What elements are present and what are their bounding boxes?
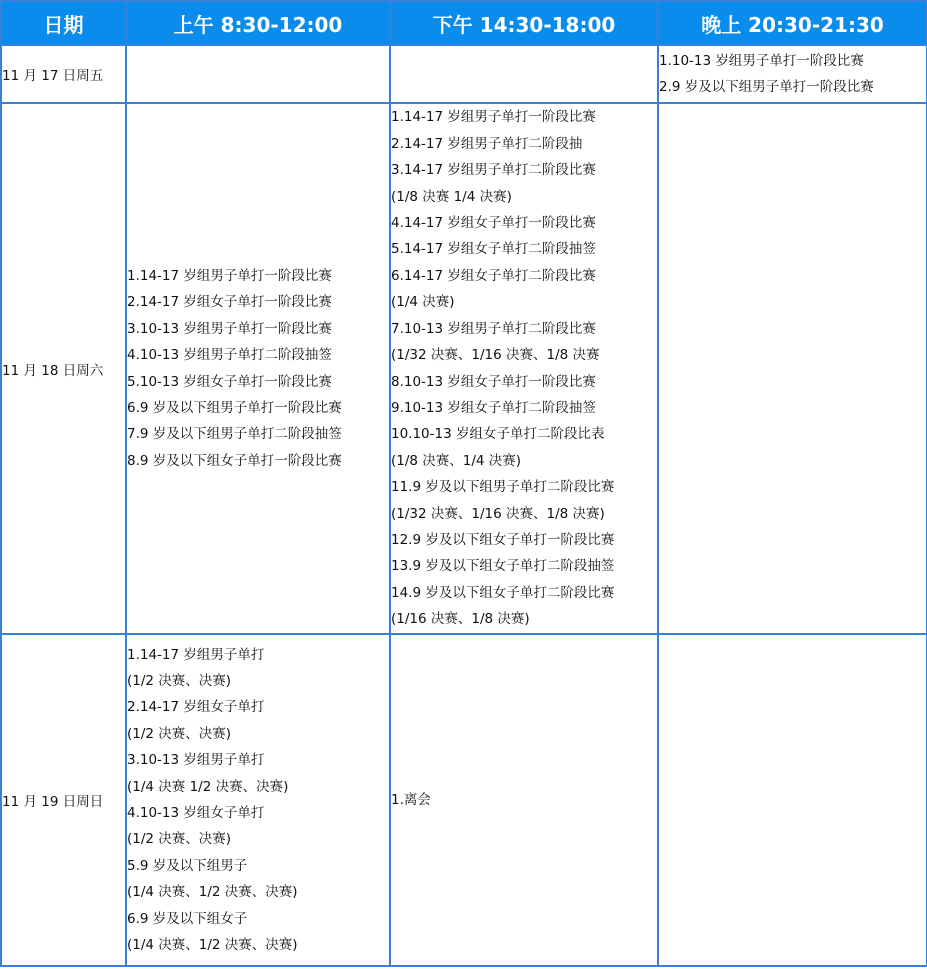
schedule-item: (1/2 决赛、决赛): [127, 725, 232, 742]
schedule-item: 6.9 岁及以下组女子: [127, 910, 248, 927]
morning-cell: [126, 45, 390, 103]
schedule-item: 2.14-17 岁组女子单打一阶段比赛: [127, 294, 332, 311]
table-row: [1, 634, 927, 966]
afternoon-cell: [390, 103, 658, 634]
schedule-item: 2.9 岁及以下组男子单打一阶段比赛: [659, 79, 874, 95]
evening-cell: [658, 634, 927, 966]
schedule-item: 14.9 岁及以下组女子单打二阶段比赛: [391, 584, 615, 601]
morning-cell: [126, 103, 390, 634]
header-morning: 上午 8:30-12:00: [126, 1, 390, 45]
schedule-item: 3.10-13 岁组男子单打: [127, 752, 265, 769]
header-row: [1, 1, 927, 45]
schedule-item: 11.9 岁及以下组男子单打二阶段比赛: [391, 479, 615, 496]
schedule-item: 3.14-17 岁组男子单打二阶段比赛: [391, 162, 596, 179]
schedule-item: (1/8 决赛 1/4 决赛): [391, 188, 512, 205]
schedule-item: 6.9 岁及以下组男子单打一阶段比赛: [127, 399, 342, 416]
schedule-item: 5.10-13 岁组女子单打一阶段比赛: [127, 373, 332, 390]
schedule-item: 1.14-17 岁组男子单打: [127, 646, 265, 663]
schedule-item: 1.离会: [391, 791, 431, 808]
evening-cell: [658, 103, 927, 634]
schedule-item: 7.9 岁及以下组男子单打二阶段抽签: [127, 426, 342, 443]
date-cell: 11 月 18 日周六: [1, 103, 126, 634]
schedule-item: 3.10-13 岁组男子单打一阶段比赛: [127, 320, 332, 337]
schedule-item: (1/4 决赛 1/2 决赛、决赛): [127, 778, 289, 795]
afternoon-cell: [390, 634, 658, 966]
schedule-item: (1/4 决赛、1/2 决赛、决赛): [127, 884, 298, 901]
schedule-item: 1.14-17 岁组男子单打一阶段比赛: [127, 267, 332, 284]
schedule-item: 9.10-13 岁组女子单打二阶段抽签: [391, 399, 596, 416]
schedule-item: 4.10-13 岁组男子单打二阶段抽签: [127, 347, 332, 364]
schedule-item: 13.9 岁及以下组女子单打二阶段抽签: [391, 558, 615, 575]
schedule-item: 8.9 岁及以下组女子单打一阶段比赛: [127, 452, 342, 469]
date-cell: 11 月 17 日周五: [1, 45, 126, 103]
afternoon-cell: [390, 45, 658, 103]
schedule-item: 5.14-17 岁组女子单打二阶段抽签: [391, 241, 596, 258]
header-evening: 晚上 20:30-21:30: [658, 1, 927, 45]
schedule-item: (1/4 决赛): [391, 294, 455, 311]
date-cell: 11 月 19 日周日: [1, 634, 126, 966]
schedule-item: (1/16 决赛、1/8 决赛): [391, 611, 530, 628]
table-row: [1, 45, 927, 103]
header-date: 日期: [1, 1, 126, 45]
schedule-item: (1/32 决赛、1/16 决赛、1/8 决赛: [391, 347, 600, 364]
header-afternoon: 下午 14:30-18:00: [390, 1, 658, 45]
morning-cell: [126, 634, 390, 966]
schedule-item: 12.9 岁及以下组女子单打一阶段比赛: [391, 531, 615, 548]
schedule-item: 2.14-17 岁组男子单打二阶段抽: [391, 135, 583, 152]
schedule-item: (1/8 决赛、1/4 决赛): [391, 452, 522, 469]
evening-cell: [658, 45, 927, 103]
schedule-item: 2.14-17 岁组女子单打: [127, 699, 265, 716]
schedule-item: (1/4 决赛、1/2 决赛、决赛): [127, 937, 298, 954]
schedule-item: (1/2 决赛、决赛): [127, 672, 232, 689]
schedule-item: 8.10-13 岁组女子单打一阶段比赛: [391, 373, 596, 390]
schedule-item: 4.14-17 岁组女子单打一阶段比赛: [391, 215, 596, 232]
schedule-item: 5.9 岁及以下组男子: [127, 857, 248, 874]
schedule-item: (1/32 决赛、1/16 决赛、1/8 决赛): [391, 505, 605, 522]
schedule-item: 1.14-17 岁组男子单打一阶段比赛: [391, 109, 596, 126]
table-row: [1, 103, 927, 634]
schedule-item: (1/2 决赛、决赛): [127, 831, 232, 848]
schedule-item: 7.10-13 岁组男子单打二阶段比赛: [391, 320, 596, 337]
schedule-item: 6.14-17 岁组女子单打二阶段比赛: [391, 267, 596, 284]
schedule-item: 1.10-13 岁组男子单打一阶段比赛: [659, 52, 864, 69]
schedule-item: 10.10-13 岁组女子单打二阶段比表: [391, 426, 605, 443]
schedule-item: 4.10-13 岁组女子单打: [127, 805, 265, 821]
